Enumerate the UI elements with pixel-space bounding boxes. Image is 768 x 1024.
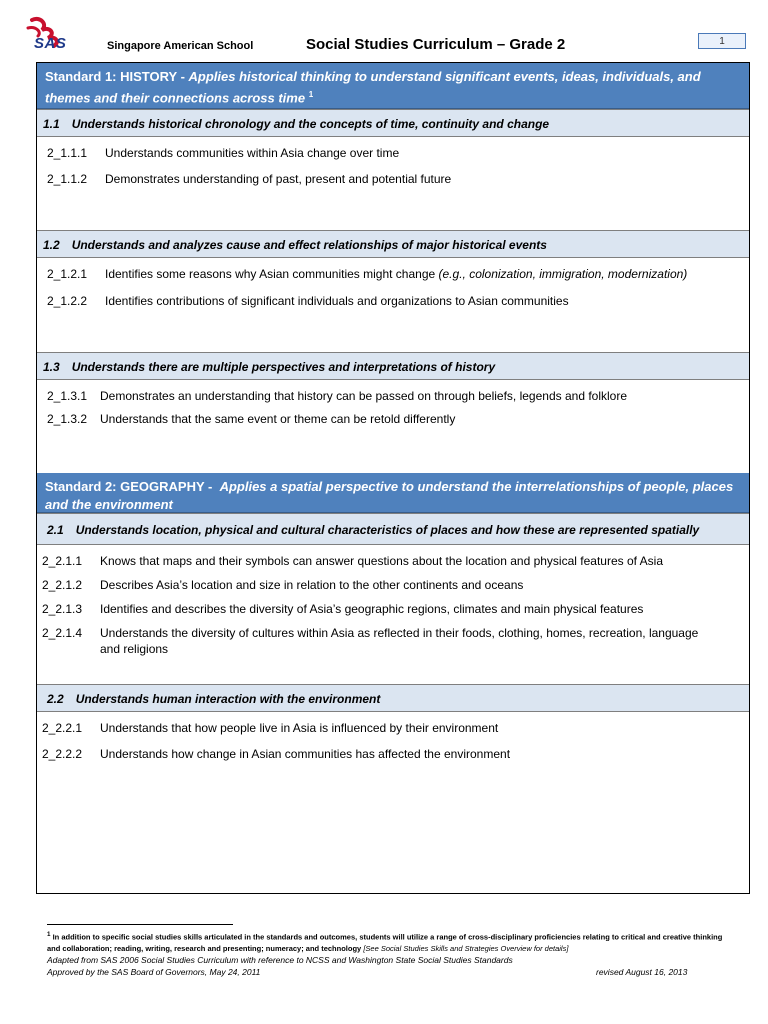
section-title: Understands and analyzes cause and effect relationships of major historical events <box>71 238 547 252</box>
standard-1-label: Standard 1: HISTORY - <box>45 69 185 84</box>
section-number: 1.3 <box>43 360 60 374</box>
section-title: Understands location, physical and cultural characteristics of places and how these are represented spatially <box>75 523 700 537</box>
item-text: Demonstrates understanding of past, present and potential future <box>105 172 452 186</box>
section-number: 1.2 <box>43 238 60 252</box>
list-item <box>42 720 498 736</box>
item-text: Understands that how people live in Asia is influenced by their environment <box>100 721 499 735</box>
item-code: 2_1.1.2 <box>47 172 88 186</box>
list-item <box>47 293 569 309</box>
list-item <box>47 171 451 187</box>
item-code: 2_1.3.1 <box>47 389 88 403</box>
item-code: 2_2.2.1 <box>42 721 83 735</box>
list-item <box>42 553 663 569</box>
list-item <box>42 577 523 593</box>
section-title: Understands human interaction with the environment <box>75 692 381 706</box>
footnote <box>47 929 727 954</box>
adapted-note: Adapted from SAS 2006 Social Studies Curriculum with reference to NCSS and Washington State Social Studies Standards <box>47 955 513 965</box>
item-text: Identifies some reasons why Asian communities might change <box>105 267 436 281</box>
section-number: 1.1 <box>43 117 60 131</box>
item-text: Understands how change in Asian communities has affected the environment <box>100 747 511 761</box>
list-item <box>47 145 399 161</box>
list-item <box>47 266 687 282</box>
item-code: 2_1.1.1 <box>47 146 88 160</box>
section-1-3-header <box>37 352 749 380</box>
list-item <box>47 388 627 404</box>
page-number: 1 <box>698 33 746 49</box>
revised-date: revised August 16, 2013 <box>596 967 688 977</box>
item-text: Understands that the same event or theme can be retold differently <box>100 412 456 426</box>
list-item <box>47 411 455 427</box>
item-text: Describes Asia’s location and size in relation to the other continents and oceans <box>100 578 524 592</box>
item-text: Identifies contributions of significant individuals and organizations to Asian communities <box>105 294 569 308</box>
footnote-ref: 1 <box>308 90 314 99</box>
item-code: 2_1.2.1 <box>47 267 88 281</box>
item-code: 2_2.2.2 <box>42 747 83 761</box>
item-code: 2_2.1.4 <box>42 626 83 640</box>
item-code: 2_2.1.2 <box>42 578 83 592</box>
standard-2-label: Standard 2: GEOGRAPHY - <box>45 479 213 494</box>
item-text: Demonstrates an understanding that history can be passed on through beliefs, legends and folklore <box>100 389 628 403</box>
section-title: Understands historical chronology and the concepts of time, continuity and change <box>71 117 550 131</box>
standard-1-description: Applies historical thinking to understand significant events, ideas, individuals, and themes and their connections across time <box>45 69 701 106</box>
item-code: 2_2.1.1 <box>42 554 83 568</box>
item-text: Knows that maps and their symbols can answer questions about the location and physical features of Asia <box>100 554 663 568</box>
section-2-1-header <box>37 513 749 545</box>
section-1-2-header <box>37 230 749 258</box>
list-item <box>42 601 643 617</box>
standard-2-header <box>37 473 749 513</box>
section-2-2-header <box>37 684 749 712</box>
item-code: 2_1.2.2 <box>47 294 88 308</box>
footnote-text: In addition to specific social studies skills articulated in the standards and outcomes, students will utilize a range of cross-disciplinary proficiencies relating to critical and creative thinking and collaboration; reading, writing, research and presenting; numeracy; and technology <box>47 932 723 953</box>
section-number: 2.2 <box>47 692 64 706</box>
item-code: 2_2.1.3 <box>42 602 83 616</box>
standard-2-description: Applies a spatial perspective to understand the interrelationships of people, places and the environment <box>45 479 734 512</box>
item-text: Understands the diversity of cultures within Asia as reflected in their foods, clothing, homes, recreation, language and religions <box>100 626 699 656</box>
standard-1-header <box>37 63 749 109</box>
list-item <box>42 625 732 657</box>
footnote-divider <box>47 924 233 925</box>
item-note: (e.g., colonization, immigration, modernization) <box>438 267 688 281</box>
item-code: 2_1.3.2 <box>47 412 88 426</box>
page-title: Social Studies Curriculum – Grade 2 <box>306 36 566 53</box>
section-title: Understands there are multiple perspectives and interpretations of history <box>71 360 496 374</box>
section-1-1-header <box>37 109 749 137</box>
footnote-number: 1 <box>47 931 51 938</box>
page-header <box>0 0 768 62</box>
school-name: Singapore American School <box>107 40 254 52</box>
list-item <box>42 746 510 762</box>
approved-note: Approved by the SAS Board of Governors, May 24, 2011 <box>47 967 261 977</box>
item-text: Identifies and describes the diversity of Asia’s geographic regions, climates and main physical features <box>100 602 644 616</box>
logo-text: SAS <box>34 35 67 52</box>
item-text: Understands communities within Asia change over time <box>105 146 400 160</box>
footnote-link: [See Social Studies Skills and Strategies Overview for details] <box>363 943 569 953</box>
curriculum-table <box>36 62 750 894</box>
section-number: 2.1 <box>47 523 64 537</box>
